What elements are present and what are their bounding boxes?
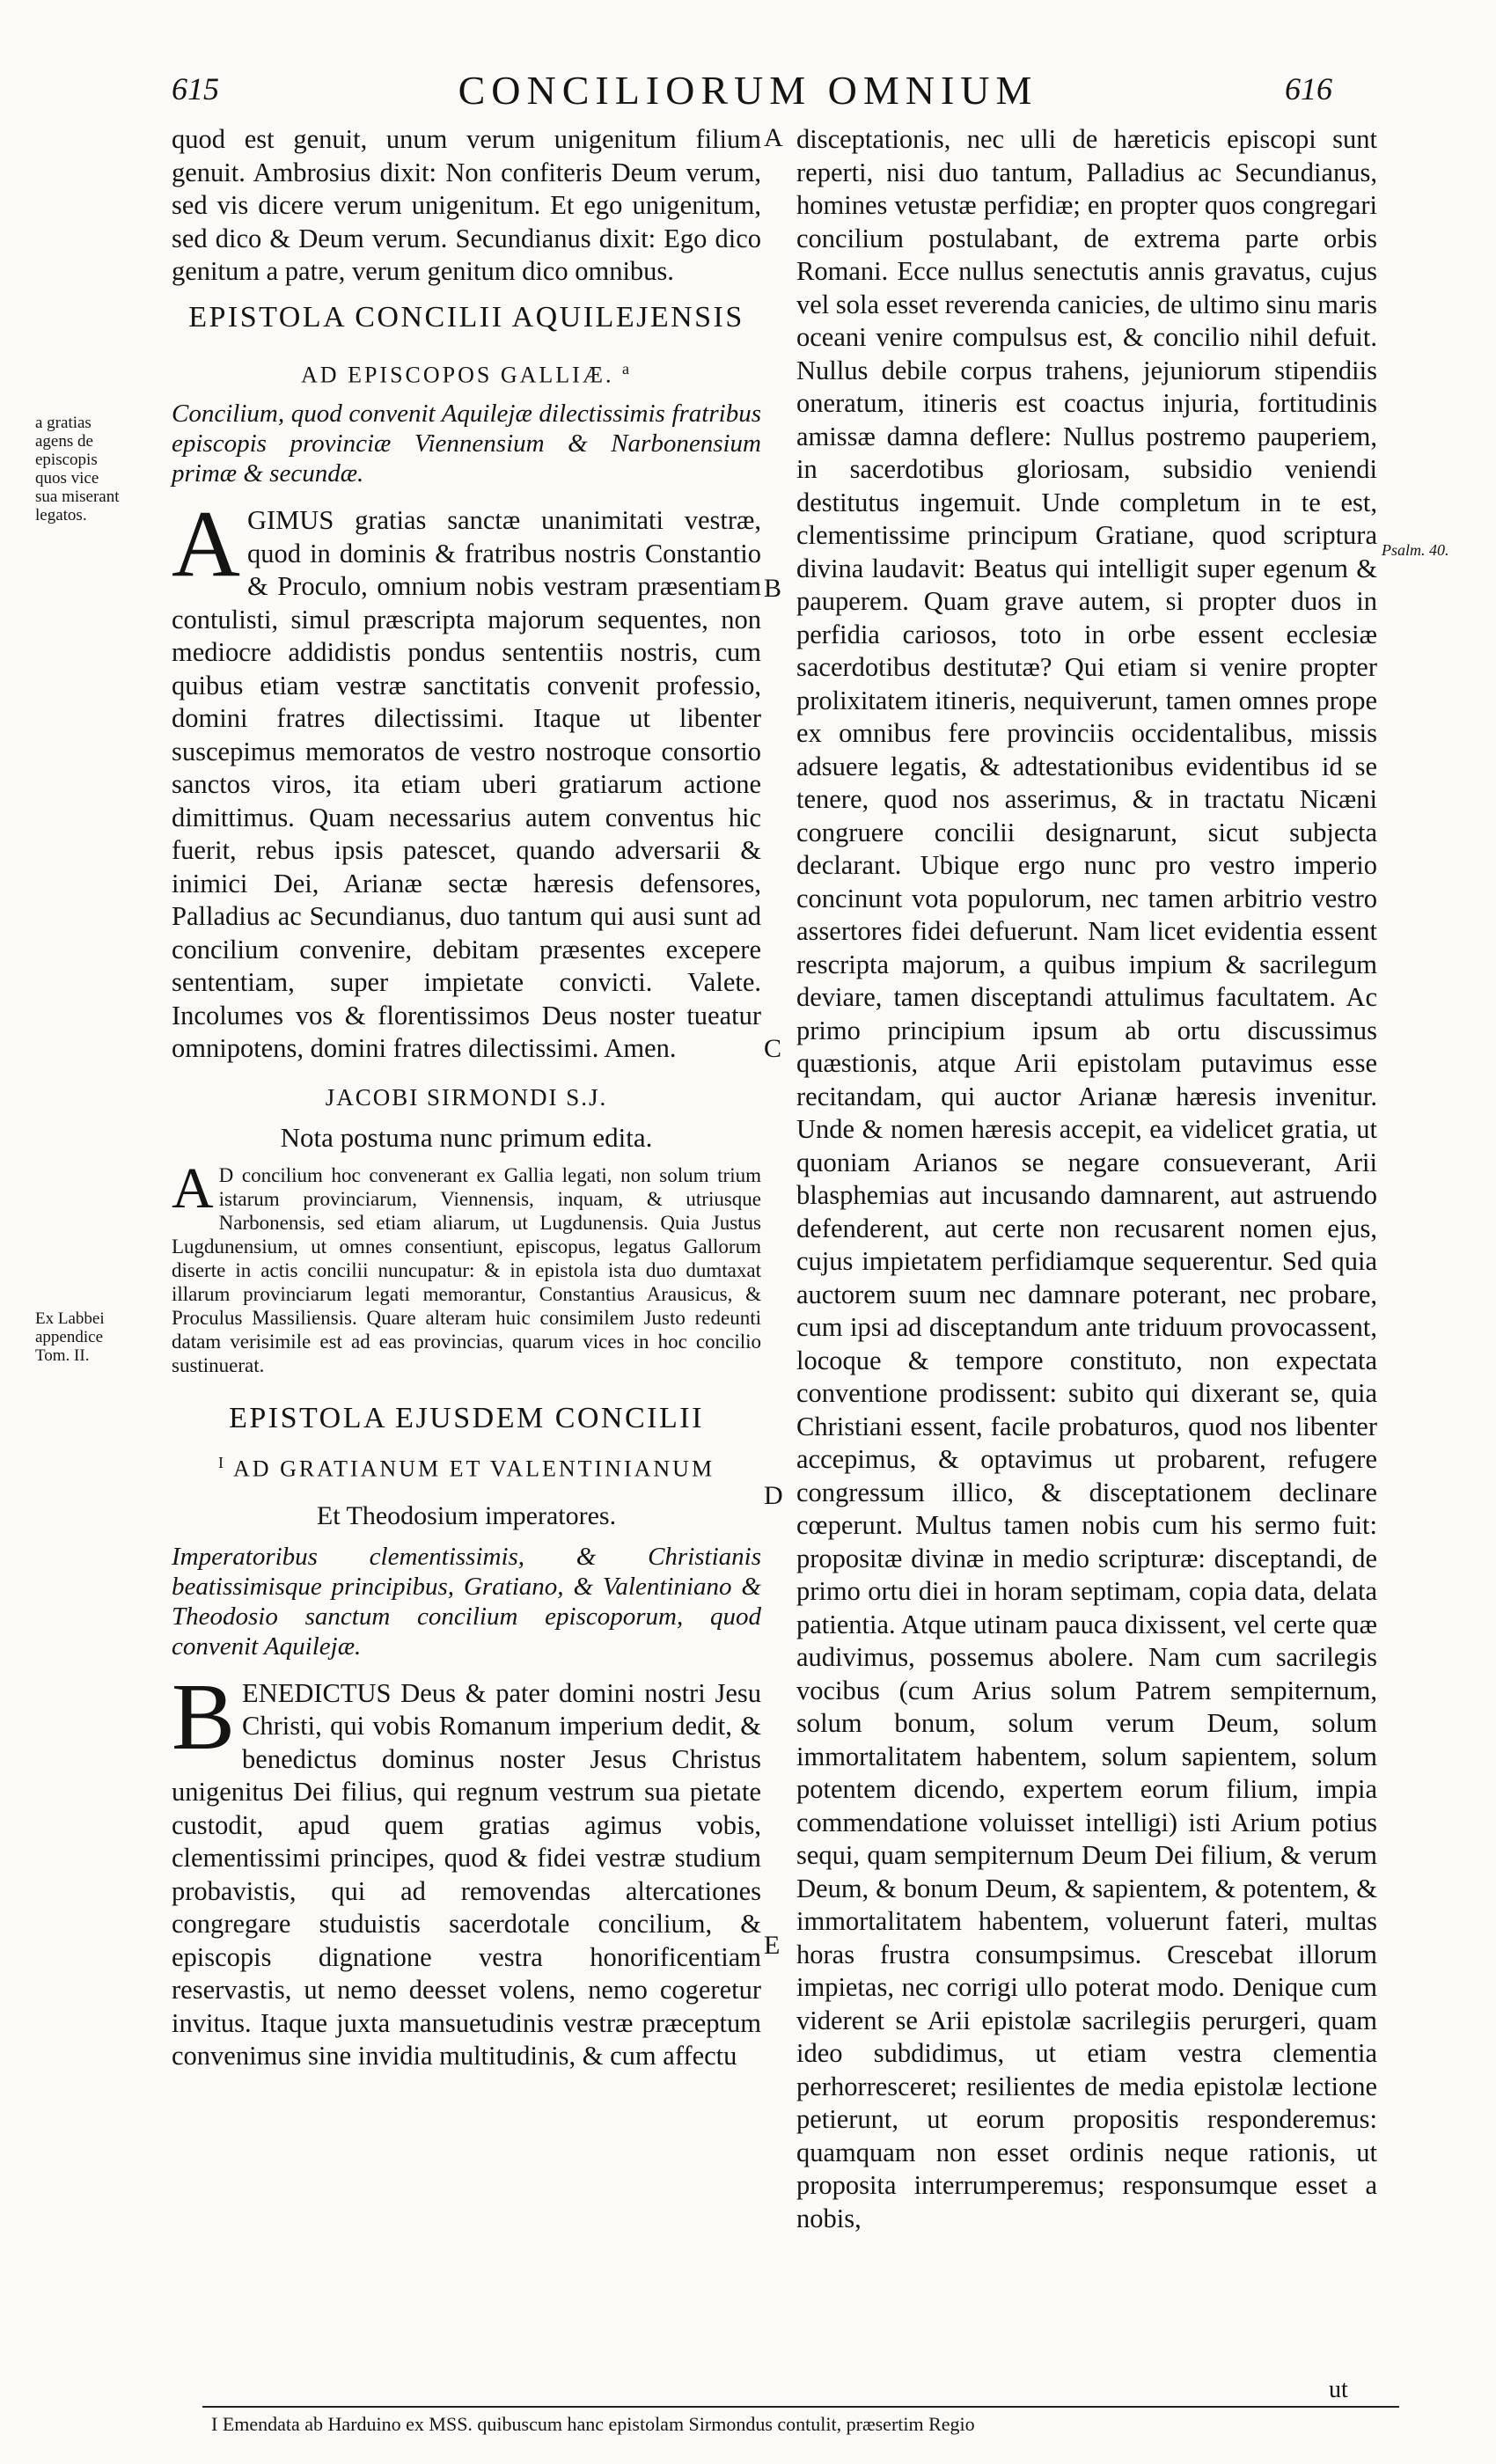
margin-note-labbei: Ex Labbei appendice Tom. II. — [35, 1309, 105, 1365]
subtitle-theodosium: Et Theodosium imperatores. — [316, 1501, 617, 1531]
left-column — [172, 123, 761, 2073]
title-sirmondi: JACOBI SIRMONDI S.J. — [325, 1083, 608, 1111]
letter-body-gallia-text: GIMUS gratias sanctæ unanimitati vestræ, quod in dominis & fratribus nostris Constantio & Proculo, omnium nobis vestram præsentiam contulisti, simul præscripta majorum sequentes, non mediocre addidistis pondus sententiis nostris, cum quibus etiam vestræ sanctitatis convenit professio, domini fratres dilectissimi. Itaque ut libenter suscepimus memoratos de vestro nostroque consortio sanctos viros, ita etiam uberi gratiarum actione dimittimus. Quam necessarius autem conventus hic fuerit, rebus ipsis patescet, quando adversarii & inimici Dei, Arianæ sectæ hæresis defensores, Palladius ac Secundianus, duo tantum qui ausi sunt ad concilium convenire, debitam præsentes excepere sententiam, super impietate convicti. Valete. Incolumes vos & florentissimos Deus noster tueatur omnipotens, domini fratres dilectissimi. Amen. — [172, 505, 761, 1064]
subtitle-ad-episcopos-text: AD EPISCOPOS GALLIÆ. — [301, 362, 614, 388]
dropcap-b: B — [172, 1664, 236, 1770]
section-marker-e: E — [764, 1931, 781, 1960]
right-column — [796, 123, 1377, 2235]
footnote: I Emendata ab Harduino ex MSS. quibuscum hanc epistolam Sirmondus contulit, præsertim Regio — [211, 2413, 975, 2435]
intro-paragraph: quod est genuit, unum verum unigenitum filium genuit. Ambrosius dixit: Non confiteris Deum verum, sed vis dicere verum unigenitum. Et ego unigenitum, sed dico & Deum verum. Secundianus dixit: Ego dico genitum a patre, verum genitum dico omnibus. — [172, 124, 761, 286]
title-nota-postuma: Nota postuma nunc primum edita. — [280, 1122, 653, 1154]
footnote-rule — [202, 2406, 1399, 2408]
running-title: CONCILIORUM OMNIUM — [458, 68, 1038, 113]
margin-note-psalm: Psalm. 40. — [1382, 541, 1449, 559]
subtitle-ad-episcopos — [172, 353, 761, 392]
letter-body-gallia — [172, 492, 761, 1066]
sirmondi-note — [172, 1155, 761, 1377]
dropcap-a: A — [172, 492, 240, 598]
catchword: ut — [1329, 2376, 1348, 2403]
margin-note-a: a gratias agens de episcopis quos vice sua miserant legatos. — [35, 414, 120, 524]
page-number-left: 615 — [172, 71, 219, 106]
right-column-text: disceptationis, nec ulli de hæreticis episcopi sunt reperti, nisi duo tantum, Palladius ac Secundianus, homines vetustæ perfidiæ; en propter quos congregari concilium postulabant, de extrema parte orbis Romani. Ecce nullus senectutis annis gravatus, cujus vel sola esset reverenda canicies, de ultimo sinu maris oceani venire compulsus est, & concilio nihil defuit. Nullus debile corpus trahens, jejuniorum stipendiis oneratum, itineris est coactus injuria, fortitudinis amissæ damna deflere: Nullus postremo pauperiem, in sacerdotibus gloriosam, subsidio veniendi destitutus ingemuit. Unde completum in te est, clementissime principum Gratiane, quod scriptura divina laudavit: Beatus qui intelligit super egenum & pauperem. Quam grave autem, si propter duos in perfidia cariosos, toto in orbe essent ecclesiæ sacerdotibus destitutæ? Qui etiam si venire propter prolixitatem itineris, nequiverunt, tamen omnes prope ex omnibus fere provinciis occidentalibus, missis adsuere legatis, & adtestationibus evidentibus id se tenere, quod nos asserimus, & in tractatu Nicæni congruere concilii designarunt, sicut subjecta declarant. Ubique ergo nunc pro vestro imperio concinunt vota populorum, nec tamen arbitrio vestro assertores fidei defuerunt. Nam licet evidentia essent rescripta majorum, a quibus impium & sacrilegum deviare, tamen disceptandi attulimus facultatem. Ac primo principium ipsum ab ortu discussimus quæstionis, atque Arii epistolam putavimus esse recitandam, qui auctor Arianæ hæresis invenitur. Unde & nomen hæresis accepit, ea videlicet gratia, ut quoniam Arianos se negare consueverant, Arii blasphemias aut incusando damnarent, aut astruendo defenderent, aut certe non recusarent nomen ejus, cujus impietatem perfidiamque sequerentur. Sed quia auctorem suum nec damnare poterant, nec probare, cum ipsi ad disceptandum ante triduum provocassent, locoque & tempore constituto, non expectata conventione prodissent: subito qui dixerant se, quia Christiani essent, facile probaturos, quod nos libenter accepimus, & optavimus ut probarent, refugere congressum illico, & disceptationem declinare cœperunt. Multus tamen nobis cum his sermo fuit: propositæ divinæ in medio scripturæ: disceptandi, de primo ortu diei in horam septimam, copia data, delata patientia. Atque utinam pauca dixissent, vel certe quæ audivimus, possemus abolere. Nam cum sacrilegis vocibus (cum Arius solum Patrem sempiternum, solum bonum, solum verum Deum, solum immortalitatem habentem, solum sapientem, solum potentem dicendo, expertem eorum filium, impia commendatione voluisset intelligi) isti Arium potius sequi, quam sempiternum Deum Dei filium, & verum Deum, & bonum Deum, & sapientem, & potentem, & immortalitatem habentem, voluerunt fateri, multas horas frustra consumpsimus. Crescebat illorum impietas, nec corrigi ullo poterat modo. Denique cum viderent se Arii epistolæ sacrilegiis perurgeri, quam ideo subdidimus, ut etiam vestra clementia perhorresceret; resilientes de media epistolæ lectione petierunt, ut eorum propositis responderemus: quamquam non esset ordinis neque rationis, ut proposita interrumperemus; responsumque esset a nobis, — [796, 124, 1377, 2233]
title-epistola-ejusdem: EPISTOLA EJUSDEM CONCILII — [229, 1401, 704, 1434]
page-header — [0, 62, 1496, 123]
letter-body-imperatores-text: ENEDICTUS Deus & pater domini nostri Jesu Christi, qui vobis Romanum imperium dedit, & benedictus dominus noster Jesus Christus unigenitus Dei filius, qui regnum vestrum sua pietate custodit, apud quem gratias agimus vobis, clementissimi principes, quod & fidei vestræ studium probavistis, qui ad removendas altercationes congregare studuistis sacerdotale concilium, & episcopis dignatione vestra honorificentiam reservastis, ut nemo deesset volens, nemo cogeretur invitus. Itaque juxta mansuetudinis vestræ præceptum convenimus sine invidia multitudinis, & cum affectu — [172, 1677, 761, 2072]
letter-body-imperatores — [172, 1664, 761, 2073]
section-marker-a: A — [764, 123, 783, 152]
salutation-imperatoribus: Imperatoribus clementissimis, & Christianis beatissimisque principibus, Gratiano, & Valentiniano & Theodosio sanctum concilium episcoporum, quod convenit Aquilejæ. — [172, 1542, 761, 1661]
footnote-ref-a: a — [621, 360, 632, 378]
title-epistola-aquilejensis: EPISTOLA CONCILII AQUILEJENSIS — [188, 300, 744, 334]
section-marker-c: C — [764, 1034, 782, 1063]
dropcap-note-a: A — [172, 1155, 214, 1221]
section-marker-d: D — [764, 1481, 783, 1510]
section-marker-b: B — [764, 574, 782, 603]
subtitle-ad-gratianum-text: AD GRATIANUM ET VALENTINIANUM — [233, 1456, 715, 1482]
footnote-ref-1: I — [217, 1454, 226, 1472]
salutation-gallia: Concilium, quod convenit Aquilejæ dilectissimis fratribus episcopis provinciæ Viennensium & Narbonensium primæ & secundæ. — [172, 400, 761, 488]
subtitle-ad-gratianum — [172, 1447, 761, 1485]
page-number-right: 616 — [1285, 71, 1332, 106]
sirmondi-note-text: D concilium hoc convenerant ex Gallia legati, non solum trium istarum provinciarum, Viennensis, inquam, & utriusque Narbonensis, sed etiam aliarum, ut Lugdunensis. Quia Justus Lugdunensium, ut omnes consentiunt, episcopus, legatus Gallorum diserte in actis concilii nuncupatur: & in epistola ista duo dumtaxat illarum provinciarum legati memorantur, Constantius Arausicus, & Proculus Massiliensis. Quare alteram huic consimilem Justo redeunti datam verisimile est ad eas provincias, quarum vices in hoc concilio sustinuerat. — [172, 1163, 761, 1376]
